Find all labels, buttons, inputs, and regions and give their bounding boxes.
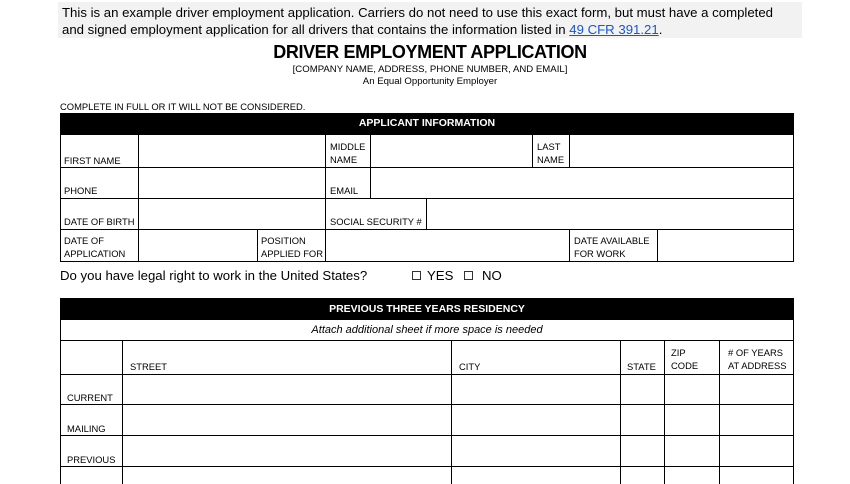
first-name-label-cell: [60, 134, 139, 168]
email-field[interactable]: [370, 167, 794, 199]
intro-text-end: .: [658, 22, 663, 37]
first-name-field[interactable]: [138, 134, 326, 168]
ssn-label: SOCIAL SECURITY #: [330, 216, 422, 227]
mailing-street-field[interactable]: [122, 404, 452, 436]
dob-label: DATE OF BIRTH: [64, 216, 135, 227]
current-street-field[interactable]: [122, 374, 452, 405]
phone-label: PHONE: [64, 185, 98, 196]
current-city-field[interactable]: [451, 374, 621, 405]
company-line: [COMPANY NAME, ADDRESS, PHONE NUMBER, AND EMAIL]: [292, 64, 568, 75]
previous-street-field[interactable]: [122, 435, 452, 467]
state-header: STATE: [627, 361, 656, 372]
previous-city-field[interactable]: [451, 435, 621, 467]
last-name-label-cell: [532, 134, 570, 168]
eeo-line: An Equal Opportunity Employer: [362, 76, 498, 87]
previous-years-field[interactable]: [719, 435, 794, 467]
previous-label: PREVIOUS: [67, 454, 116, 465]
middle-name-label-cell: [325, 134, 371, 168]
ssn-field[interactable]: [426, 198, 794, 230]
mailing-years-field[interactable]: [719, 404, 794, 436]
intro-notice: [58, 2, 802, 38]
previous-state-field[interactable]: [620, 435, 665, 467]
years-header-cell: [719, 340, 794, 375]
previous-zip-field[interactable]: [664, 435, 720, 467]
work-right-question: Do you have legal right to work in the United States?: [60, 268, 368, 283]
current-zip-field[interactable]: [664, 374, 720, 405]
date-available-field[interactable]: [657, 229, 794, 262]
last-name-field[interactable]: [569, 134, 794, 168]
street-header-cell: [122, 340, 452, 375]
form-title: DRIVER EMPLOYMENT APPLICATION: [273, 42, 587, 62]
date-application-label-cell: [60, 229, 139, 262]
first-name-label: FIRST NAME: [64, 155, 121, 166]
date-available-label-cell: [569, 229, 658, 262]
middle-name-label: MIDDLE NAME: [330, 141, 366, 165]
extra-years-field[interactable]: [719, 466, 794, 484]
last-name-label: LAST NAME: [537, 141, 565, 165]
date-available-label: DATE AVAILABLE FOR WORK: [574, 235, 650, 259]
dob-field[interactable]: [138, 198, 326, 230]
phone-field[interactable]: [138, 167, 326, 199]
city-header: CITY: [459, 361, 481, 372]
position-label: POSITION APPLIED FOR: [261, 235, 323, 259]
cfr-link[interactable]: 49 CFR 391.21: [569, 22, 659, 37]
applicant-header: APPLICANT INFORMATION: [60, 113, 794, 134]
zip-header-cell: [664, 340, 720, 375]
previous-label-cell: [60, 435, 123, 467]
yes-checkbox[interactable]: [412, 271, 421, 280]
extra-state-field[interactable]: [620, 466, 665, 484]
date-application-field[interactable]: [138, 229, 258, 262]
extra-label-cell: [60, 466, 123, 484]
mailing-zip-field[interactable]: [664, 404, 720, 436]
current-label: CURRENT: [67, 392, 113, 403]
intro-text: This is an example driver employment application. Carriers do not need to use this exact form, but must have a completed and signed employment application for all drivers that contains the information listed in: [62, 5, 774, 37]
extra-city-field[interactable]: [451, 466, 621, 484]
position-label-cell: [257, 229, 326, 262]
city-header-cell: [451, 340, 621, 375]
current-state-field[interactable]: [620, 374, 665, 405]
zip-header: ZIP CODE: [671, 347, 699, 371]
current-years-field[interactable]: [719, 374, 794, 405]
dob-label-cell: [60, 198, 139, 230]
phone-label-cell: [60, 167, 139, 199]
residency-header: PREVIOUS THREE YEARS RESIDENCY: [60, 298, 794, 320]
extra-zip-field[interactable]: [664, 466, 720, 484]
ssn-label-cell: [325, 198, 427, 230]
mailing-label: MAILING: [67, 423, 106, 434]
extra-street-field[interactable]: [122, 466, 452, 484]
middle-name-field[interactable]: [370, 134, 533, 168]
email-label: EMAIL: [330, 185, 359, 196]
no-label: NO: [482, 268, 502, 283]
yes-label: YES: [427, 268, 454, 283]
date-application-label: DATE OF APPLICATION: [64, 235, 126, 259]
email-label-cell: [325, 167, 371, 199]
street-header: STREET: [130, 361, 167, 372]
complete-note: COMPLETE IN FULL OR IT WILL NOT BE CONSIDERED.: [60, 101, 306, 112]
current-label-cell: [60, 374, 123, 405]
position-field[interactable]: [325, 229, 570, 262]
residency-corner-cell: [60, 340, 123, 375]
no-checkbox[interactable]: [464, 271, 473, 280]
mailing-city-field[interactable]: [451, 404, 621, 436]
residency-note: Attach additional sheet if more space is needed: [60, 320, 794, 341]
mailing-state-field[interactable]: [620, 404, 665, 436]
years-header: # OF YEARS AT ADDRESS: [728, 347, 787, 371]
state-header-cell: [620, 340, 665, 375]
mailing-label-cell: [60, 404, 123, 436]
